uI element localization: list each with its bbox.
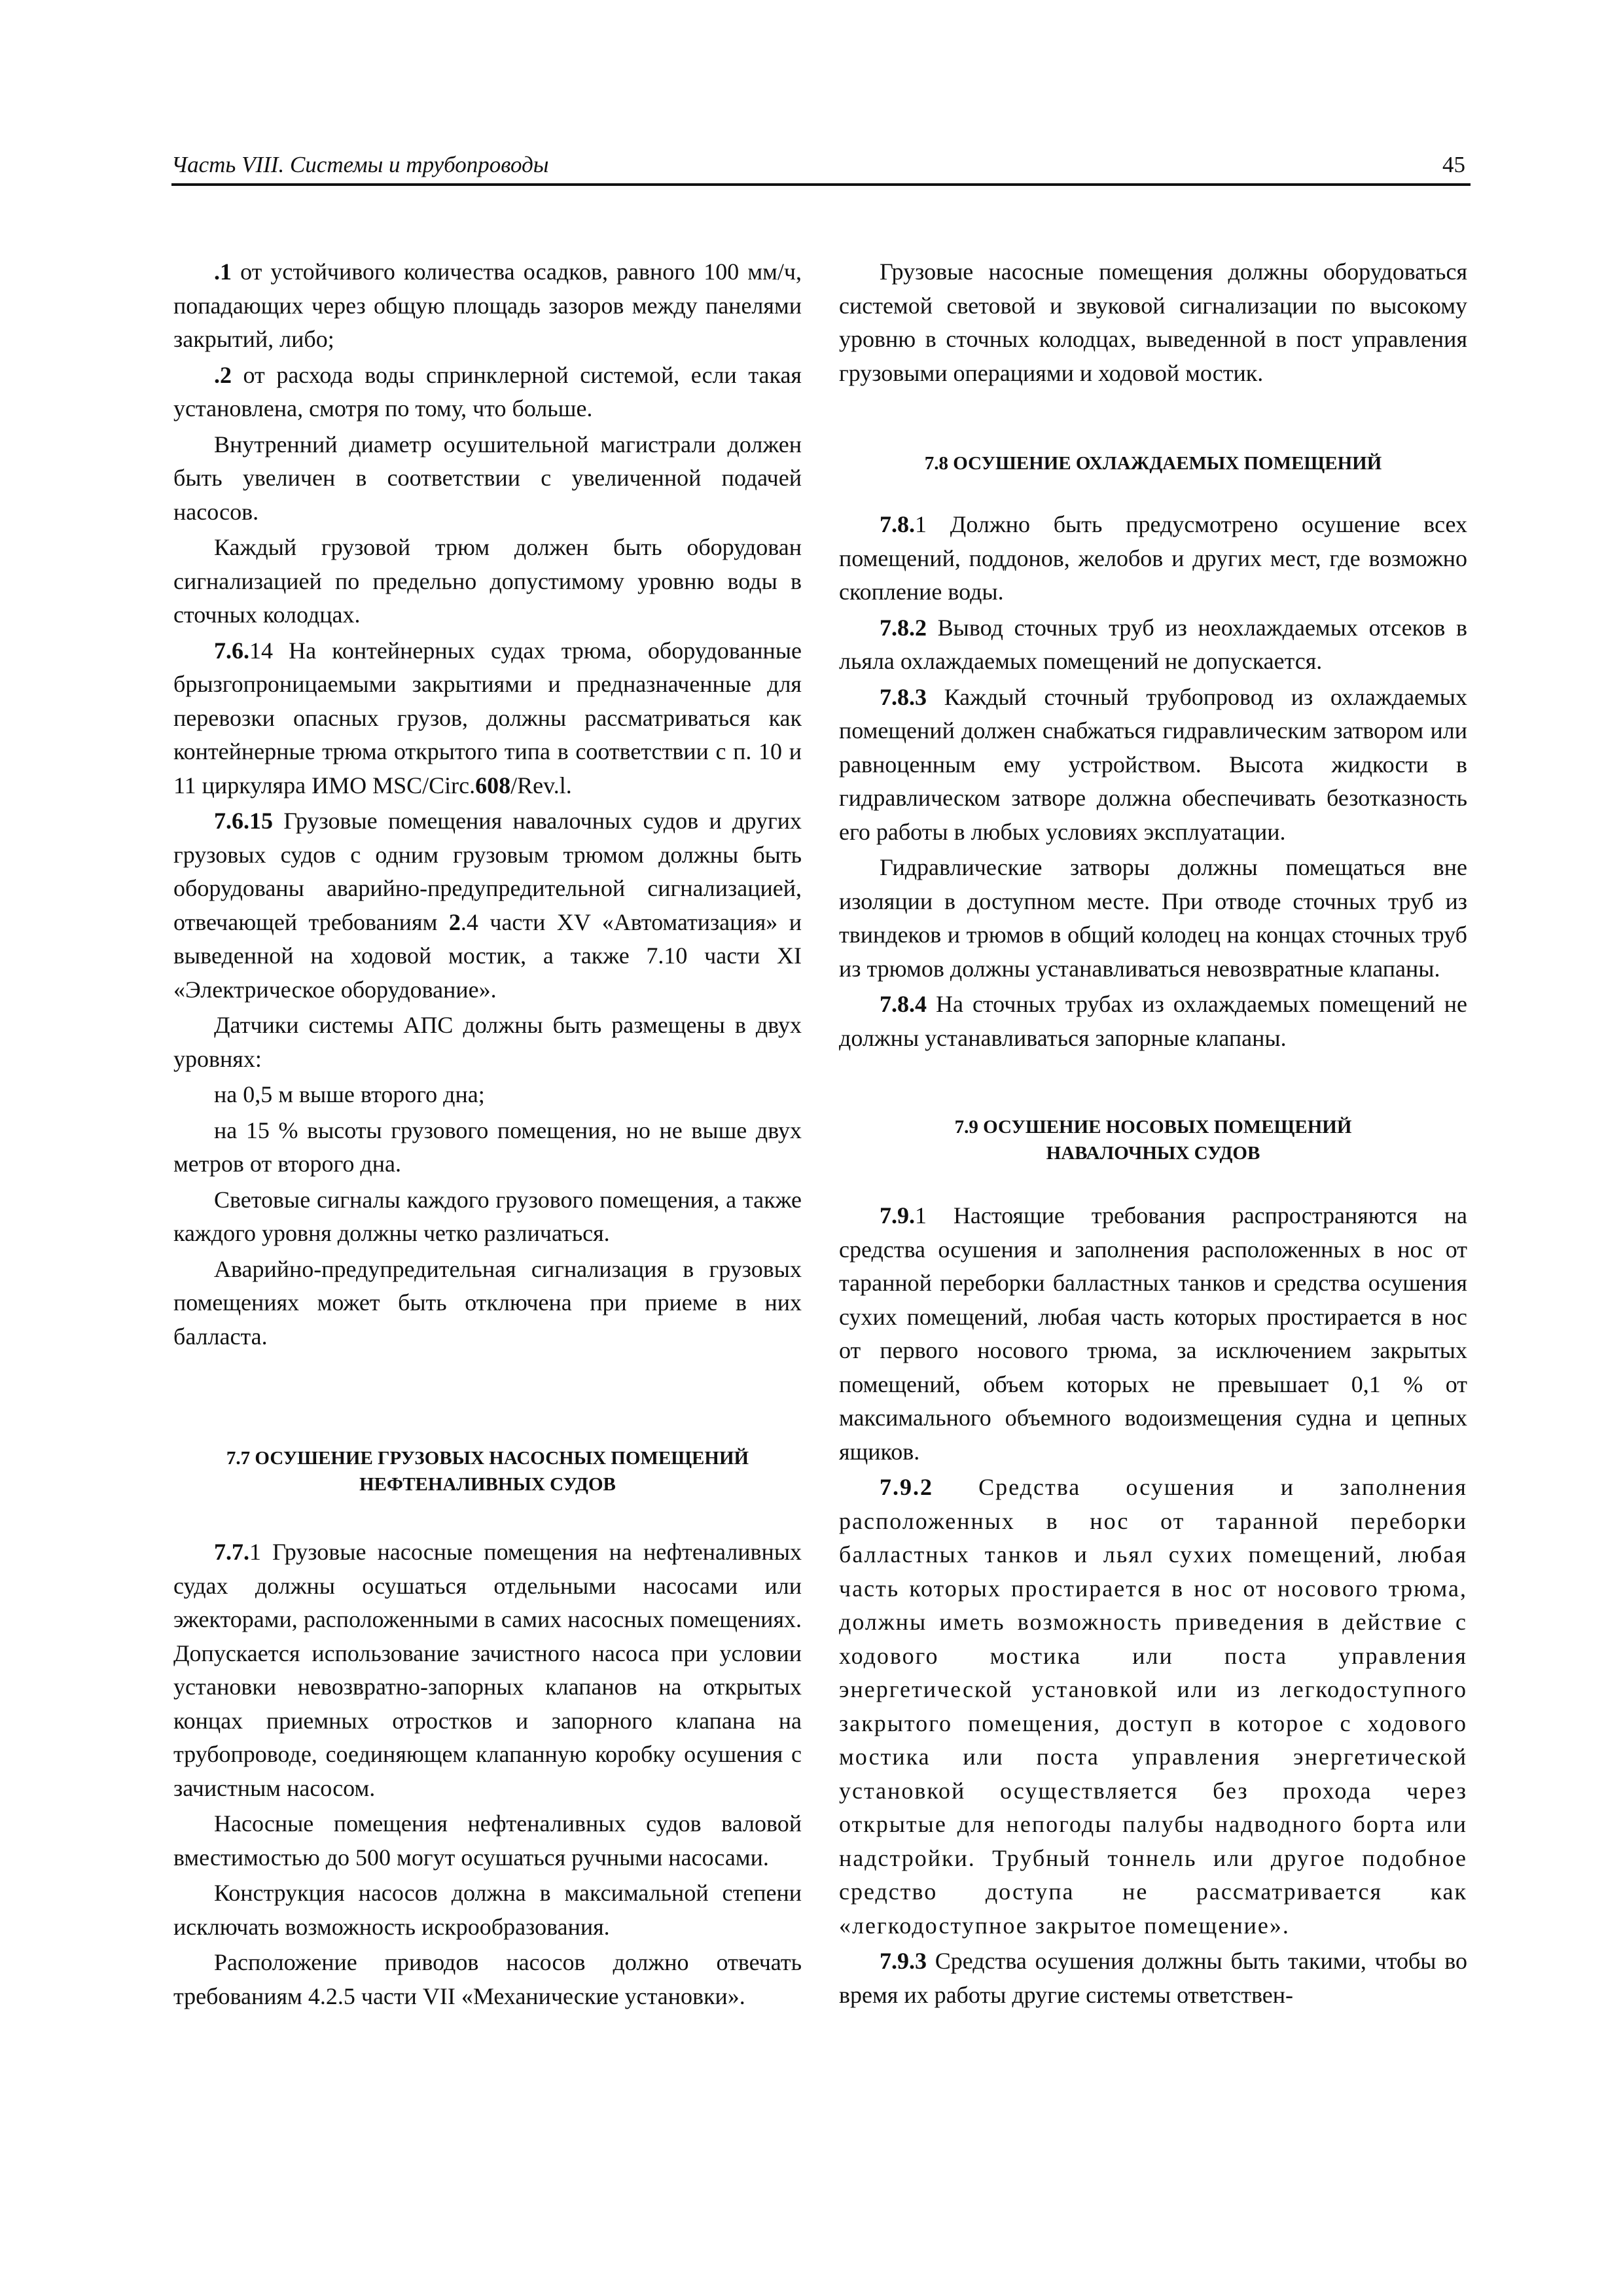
paragraph: Насосные помещения нефтеналивных судов валовой вместимостью до 500 могут осушаться ручными насосами. — [173, 1810, 802, 1871]
clause-7-6-15 — [173, 804, 802, 1007]
paragraph: Каждый грузовой трюм должен быть оборудован сигнализацией по предельно допустимому уровню воды в сточных колодцах. — [173, 534, 802, 628]
heading-line: 7.7 ОСУШЕНИЕ ГРУЗОВЫХ НАСОСНЫХ ПОМЕЩЕНИЙ — [226, 1448, 749, 1469]
paragraph: на 15 % высоты грузового помещения, но не выше двух метров от второго дна. — [173, 1117, 802, 1177]
clause-7-8-3 — [839, 681, 1467, 850]
paragraph-text: Средства осушения и заполнения расположенных в нос от таранной переборки балластных танков и льял сухих помещений, любая часть которых простирается в нос от носового трюма, должны иметь возможность приведения в действие с ходового мостика или поста управления энергетической установкой или из легкодоступного закрытого помещения, доступ в которое с ходового мостика или поста управления энергетической установкой осуществляется без прохода через открытые для непогоды палубы надводного борта или надстройки. Трубный тоннель или другое подобное средство доступа не рассматривается как «легкодоступное закрытое помещение». — [839, 1474, 1467, 1939]
clause-7-8-4 — [839, 988, 1467, 1055]
section-gap — [839, 1055, 1467, 1114]
section-heading-7-8: 7.8 ОСУШЕНИЕ ОХЛАЖДАЕМЫХ ПОМЕЩЕНИЙ — [924, 453, 1382, 474]
paragraph-text: Грузовые насосные помещения на нефтеналивных судах должны осушаться отдельными насосами или эжекторами, расположенными в самих насосных помещениях. Допускается использование зачистного насоса при условии установки невозвратно-запорных клапанов на открытых концах приемных отростков и запорного клапана на трубопроводе, соединяющем клапанную коробку осушения с зачистным насосом. — [173, 1539, 802, 1801]
clause-7-8-2 — [839, 611, 1467, 679]
bold-fragment: 2 — [448, 908, 461, 935]
heading-line: НЕФТЕНАЛИВНЫХ СУДОВ — [359, 1474, 616, 1495]
section-gap — [839, 476, 1467, 508]
clause-number-tail: 1 — [915, 1202, 927, 1229]
paragraph — [173, 359, 802, 426]
clause-number: 7.9.2 — [880, 1474, 933, 1500]
clause-7-9-3 — [839, 1945, 1467, 2012]
paragraph-text: .4 части XV «Автоматизация» и выведенной на ходовой мостик, а также 7.10 части XI «Электрическое оборудование». — [173, 908, 802, 1003]
paragraph-text: На контейнерных судах трюма, оборудованные брызгопроницаемыми закрытиями и предназначенные для перевозки опасных грузов, должны рассматриваться как контейнерные трюма открытого типа в соответствии с п. 10 и 11 циркуляра ИМО MSC/Circ. — [173, 637, 802, 798]
left-column — [173, 255, 802, 2013]
paragraph-text: Вывод сточных труб из неохлаждаемых отсеков в льяла охлаждаемых помещений не допускается. — [839, 614, 1467, 674]
paragraph-text: от устойчивого количества осадков, равного 100 мм/ч, попадающих через общую площадь зазоров между панелями закрытий, либо; — [173, 259, 802, 352]
clause-number-tail: 1 — [915, 511, 927, 537]
paragraph: на 0,5 м выше второго дна; — [214, 1081, 485, 1107]
header-rule — [171, 183, 1471, 186]
paragraph: Гидравлические затворы должны помещаться вне изоляции в доступном месте. При отводе сточных труб из твиндеков и трюмов в общий колодец на концах сточных труб из трюмов должны устанавливаться невозвратные клапаны. — [839, 854, 1467, 982]
section-gap — [173, 1498, 802, 1535]
clause-7-6-14 — [173, 634, 802, 803]
right-column — [839, 255, 1467, 2012]
paragraph-text: от расхода воды спринклерной системой, если такая установлена, смотря по тому, что больше. — [173, 361, 802, 422]
clause-number-tail: 1 — [249, 1539, 261, 1565]
paragraph-text: Каждый сточный трубопровод из охлаждаемых помещений должен снабжаться гидравлическим затвором или равноценным ему устройством. Высота жидкости в гидравлическом затворе должна обеспечивать безотказность его работы в любых условиях эксплуатации. — [839, 683, 1467, 845]
paragraph: Расположение приводов насосов должно отвечать требованиям 4.2.5 части VII «Механические установки». — [173, 1949, 802, 2009]
paragraph: Грузовые насосные помещения должны оборудоваться системой световой и звуковой сигнализации по высокому уровню в сточных колодцах, выведенной в пост управления грузовыми операциями и ходовой мостик. — [839, 259, 1467, 386]
heading-line: НАВАЛОЧНЫХ СУДОВ — [1046, 1143, 1260, 1164]
clause-number: 7.7. — [214, 1539, 249, 1565]
clause-7-9-2 — [839, 1471, 1467, 1943]
clause-number: 7.9. — [880, 1202, 915, 1229]
clause-number: 7.8. — [880, 511, 915, 537]
bold-fragment: 608 — [475, 772, 511, 798]
paragraph-text: На сточных трубах из охлаждаемых помещений не должны устанавливаться запорные клапаны. — [839, 991, 1467, 1051]
paragraph: Световые сигналы каждого грузового помещения, а также каждого уровня должны четко различаться. — [173, 1186, 802, 1246]
section-gap — [173, 1354, 802, 1445]
running-header-title: Часть VIII. Системы и трубопроводы — [171, 152, 549, 177]
section-gap — [839, 390, 1467, 450]
clause-7-8-1 — [839, 508, 1467, 609]
clause-number: 7.8.2 — [880, 614, 927, 641]
paragraph: Конструкция насосов должна в максимальной степени исключать возможность искрообразования. — [173, 1880, 802, 1940]
paragraph: Внутренний диаметр осушительной магистрали должен быть увеличен в соответствии с увеличенной подачей насосов. — [173, 431, 802, 525]
clause-number: 7.8.4 — [880, 991, 927, 1017]
paragraph-text: Настоящие требования распространяются на средства осушения и заполнения расположенных в нос от таранной переборки балластных танков и средства осушения сухих помещений, любая часть которых простирается в нос от первого носового трюма, за исключением закрытых помещений, объем которых не превышает 0,1 % от максимального объемного водоизмещения судна и цепных ящиков. — [839, 1202, 1467, 1465]
paragraph-text: Средства осушения должны быть такими, чтобы во время их работы другие системы ответствен- — [839, 1948, 1467, 2008]
clause-number: 7.9.3 — [880, 1948, 927, 1974]
page-number: 45 — [1442, 152, 1465, 177]
clause-number: 7.6.15 — [214, 808, 273, 834]
section-gap — [839, 1166, 1467, 1199]
paragraph: Аварийно-предупредительная сигнализация в грузовых помещениях может быть отключена при приеме в них балласта. — [173, 1255, 802, 1350]
clause-7-7-1 — [173, 1535, 802, 1805]
paragraph-text: Грузовые помещения навалочных судов и других грузовых судов с одним грузовым трюмом должны быть оборудованы аварийно-предупредительной сигнализацией, отвечающей требованиям — [173, 808, 802, 935]
heading-line: 7.9 ОСУШЕНИЕ НОСОВЫХ ПОМЕЩЕНИЙ — [954, 1117, 1352, 1138]
paragraph-text: Должно быть предусмотрено осушение всех помещений, поддонов, желобов и других мест, где возможно скопление воды. — [839, 511, 1467, 605]
clause-number: 7.6. — [214, 637, 249, 664]
section-heading-7-9 — [839, 1114, 1467, 1166]
running-header — [171, 145, 1471, 183]
item-number: .2 — [214, 361, 232, 388]
paragraph-text: /Rev.l. — [510, 772, 572, 798]
paragraph: Датчики системы АПС должны быть размещены в двух уровнях: — [173, 1012, 802, 1072]
clause-number-tail: 14 — [249, 637, 273, 664]
clause-number: 7.8.3 — [880, 683, 927, 710]
item-number: .1 — [214, 259, 232, 285]
clause-7-9-1 — [839, 1199, 1467, 1469]
section-heading-7-7 — [173, 1445, 802, 1498]
paragraph — [173, 255, 802, 357]
